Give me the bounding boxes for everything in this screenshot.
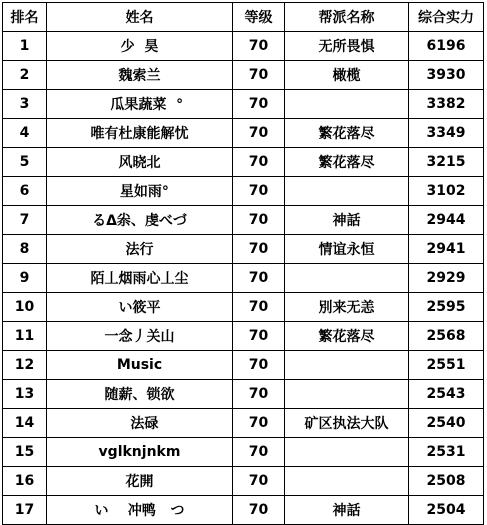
power-cell: 2504 (409, 496, 484, 525)
rank-cell: 12 (3, 351, 47, 380)
rank-cell: 15 (3, 438, 47, 467)
table-row (3, 148, 484, 177)
table-row (3, 32, 484, 61)
table-row (3, 206, 484, 235)
guild-cell: 別来无恙 (285, 293, 409, 322)
player-name-cell: るΔ尜、虔べづ (47, 206, 233, 235)
rank-cell: 16 (3, 467, 47, 496)
power-cell: 2944 (409, 206, 484, 235)
rank-cell: 10 (3, 293, 47, 322)
header-guild: 帮派名称 (285, 3, 409, 32)
power-cell: 2568 (409, 322, 484, 351)
player-name-cell: vglknjnkm (47, 438, 233, 467)
player-name-cell: 随薪、锁欲 (47, 380, 233, 409)
level-cell: 70 (233, 61, 285, 90)
level-cell: 70 (233, 380, 285, 409)
rank-cell: 1 (3, 32, 47, 61)
level-cell: 70 (233, 206, 285, 235)
rank-cell: 7 (3, 206, 47, 235)
table-row (3, 380, 484, 409)
table-row (3, 264, 484, 293)
level-cell: 70 (233, 32, 285, 61)
ranking-table-header (3, 3, 484, 32)
power-cell: 2543 (409, 380, 484, 409)
rank-cell: 11 (3, 322, 47, 351)
power-cell: 3382 (409, 90, 484, 119)
table-row (3, 177, 484, 206)
table-row (3, 322, 484, 351)
power-cell: 3930 (409, 61, 484, 90)
power-cell: 2941 (409, 235, 484, 264)
player-name-cell: い筱平 (47, 293, 233, 322)
guild-cell (285, 380, 409, 409)
guild-cell: 矿区执法大队 (285, 409, 409, 438)
power-cell: 2929 (409, 264, 484, 293)
guild-cell (285, 351, 409, 380)
power-cell: 2531 (409, 438, 484, 467)
header-level: 等级 (233, 3, 285, 32)
level-cell: 70 (233, 148, 285, 177)
table-row (3, 235, 484, 264)
table-row (3, 438, 484, 467)
table-row (3, 409, 484, 438)
level-cell: 70 (233, 409, 285, 438)
player-name-cell: 风晓北 (47, 148, 233, 177)
header-rank: 排名 (3, 3, 47, 32)
guild-cell: 橄榄 (285, 61, 409, 90)
guild-cell (285, 264, 409, 293)
player-name-cell: 陌丄烟雨心丄尘 (47, 264, 233, 293)
rank-cell: 9 (3, 264, 47, 293)
level-cell: 70 (233, 496, 285, 525)
rank-cell: 17 (3, 496, 47, 525)
player-name-cell: い 冲鸭 つ (47, 496, 233, 525)
rank-cell: 6 (3, 177, 47, 206)
power-cell: 3215 (409, 148, 484, 177)
power-cell: 3349 (409, 119, 484, 148)
level-cell: 70 (233, 351, 285, 380)
rank-cell: 13 (3, 380, 47, 409)
table-row (3, 90, 484, 119)
rank-cell: 4 (3, 119, 47, 148)
table-row (3, 61, 484, 90)
rank-cell: 14 (3, 409, 47, 438)
guild-cell: 无所畏惧 (285, 32, 409, 61)
guild-cell (285, 90, 409, 119)
level-cell: 70 (233, 293, 285, 322)
level-cell: 70 (233, 235, 285, 264)
player-name-cell: 瓜果蔬菜 ° (47, 90, 233, 119)
level-cell: 70 (233, 90, 285, 119)
player-name-cell: 唯有杜康能解忧 (47, 119, 233, 148)
level-cell: 70 (233, 177, 285, 206)
guild-cell: 繁花落尽 (285, 148, 409, 177)
header-row (3, 3, 484, 32)
level-cell: 70 (233, 264, 285, 293)
table-row (3, 293, 484, 322)
rank-cell: 5 (3, 148, 47, 177)
player-name-cell: 花開 (47, 467, 233, 496)
player-name-cell: 星如雨° (47, 177, 233, 206)
guild-cell: 神話 (285, 496, 409, 525)
rank-cell: 3 (3, 90, 47, 119)
power-cell: 2508 (409, 467, 484, 496)
table-row (3, 496, 484, 525)
guild-cell (285, 177, 409, 206)
rank-cell: 2 (3, 61, 47, 90)
table-row (3, 351, 484, 380)
player-name-cell: 法行 (47, 235, 233, 264)
level-cell: 70 (233, 322, 285, 351)
power-cell: 2551 (409, 351, 484, 380)
guild-cell: 繁花落尽 (285, 119, 409, 148)
rank-cell: 8 (3, 235, 47, 264)
player-name-cell: 法碌 (47, 409, 233, 438)
guild-cell: 情谊永恒 (285, 235, 409, 264)
table-row (3, 119, 484, 148)
power-cell: 3102 (409, 177, 484, 206)
player-name-cell: 少 昊 (47, 32, 233, 61)
guild-cell (285, 467, 409, 496)
table-row (3, 467, 484, 496)
header-power: 综合实力 (409, 3, 484, 32)
level-cell: 70 (233, 467, 285, 496)
power-cell: 6196 (409, 32, 484, 61)
player-name-cell: 魏索兰 (47, 61, 233, 90)
level-cell: 70 (233, 438, 285, 467)
ranking-table (2, 2, 484, 525)
player-name-cell: 一念丿关山 (47, 322, 233, 351)
guild-cell: 繁花落尽 (285, 322, 409, 351)
player-name-cell: Music (47, 351, 233, 380)
guild-cell (285, 438, 409, 467)
ranking-table-body (3, 32, 484, 525)
level-cell: 70 (233, 119, 285, 148)
power-cell: 2540 (409, 409, 484, 438)
guild-cell: 神話 (285, 206, 409, 235)
power-cell: 2595 (409, 293, 484, 322)
header-name: 姓名 (47, 3, 233, 32)
